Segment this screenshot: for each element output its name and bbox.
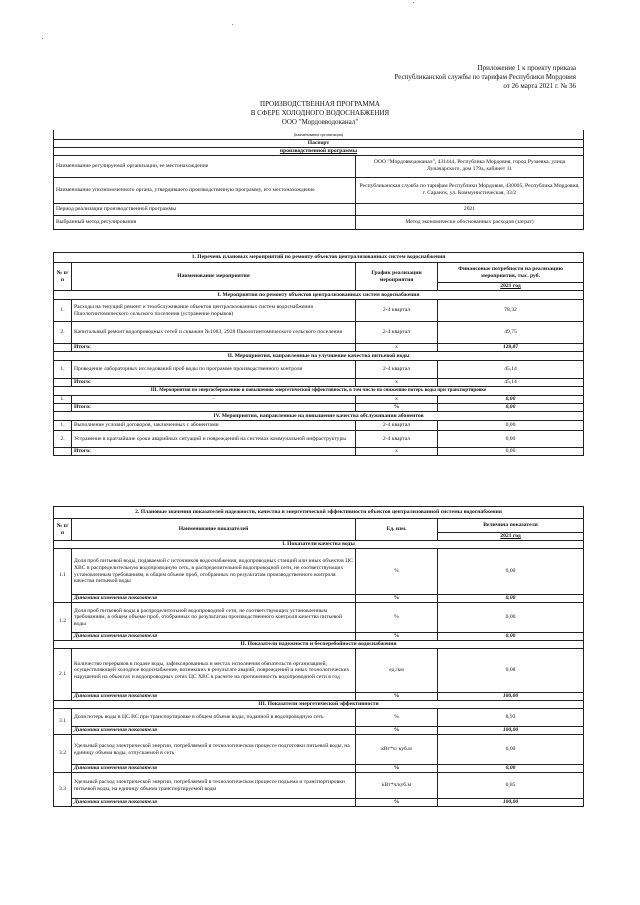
- passport-value: Метод экономически обоснованных расходов (затрат): [356, 215, 584, 229]
- row-value: 8,93: [438, 709, 584, 727]
- row-value: 0,00: [438, 735, 584, 765]
- table-row: [54, 709, 584, 727]
- col-finance-header: Финансовые потребности на реализацию мероприятия, тыс. руб.: [438, 263, 584, 283]
- passport-row: [54, 203, 584, 215]
- appendix-line-2: Республиканской службы по тарифам Республики Мордовия: [394, 73, 576, 81]
- table-row: [54, 300, 584, 322]
- measures-table: [53, 252, 584, 456]
- dynamics-unit: %: [356, 633, 438, 641]
- dynamics-unit: %: [356, 727, 438, 735]
- col-num-header: № п/п: [54, 263, 72, 291]
- col-unit-header: Ед. изм.: [356, 519, 438, 541]
- dynamics-label: Динамика изменения показателя: [72, 765, 356, 773]
- section-2-title: 2. Плановые значения показателей надежности, качества и энергетической эффективности объектов централизованной системы водоснабжения: [54, 507, 584, 519]
- dynamics-unit: %: [356, 799, 438, 807]
- total-value: 0,00: [438, 404, 584, 412]
- row-value: 0,00: [438, 421, 584, 431]
- group-title: I. Мероприятия по ремонту объектов централизованных систем водоснабжения: [54, 291, 584, 300]
- row-name: Доля проб питьевой воды в распределительной водопроводной сети, не соответствующих установленным требованиям, в общем объеме проб, отобранных по результатам производственного контроля качества питьевой воды: [72, 603, 356, 633]
- passport-value: ООО "Мордовводоканал", 431444, Республика Мордовия, город Рузаевка, улица Луначарского, дом 179а, кабинет 11: [356, 155, 584, 177]
- row-name: Расходы на текущий ремонт и техобслуживание объектов централизованных систем водоснабжения Пшолотинтомического сельского поселения (устранение порывов): [72, 300, 356, 322]
- group-title: III. Мероприятия по энергосбережению и повышению энергетической эффективности, в том числе по снижению потерь воды при транспортировке: [54, 387, 584, 396]
- row-name: -: [72, 396, 356, 404]
- row-value: 0,00: [438, 603, 584, 633]
- row-num: 1.: [54, 361, 72, 379]
- row-name: Проведение лабораторных исследований проб воды по программе производственного контроля: [72, 361, 356, 379]
- group-title: IV. Мероприятия, направленные на повышение качества обслуживания абонентов: [54, 412, 584, 421]
- total-row: [54, 448, 584, 456]
- total-row: [54, 379, 584, 387]
- total-label: Итого:: [72, 404, 356, 412]
- table-row: [54, 431, 584, 448]
- table-row: [54, 735, 584, 765]
- row-unit: кВт*ч/ куб.м: [356, 735, 438, 765]
- total-schedule: %: [356, 404, 438, 412]
- row-value: 78,32: [438, 300, 584, 322]
- dynamics-value: 0,00: [438, 595, 584, 603]
- table-row: [54, 773, 584, 799]
- row-num: 2.: [54, 322, 72, 344]
- table-row: [54, 396, 584, 404]
- total-value: 128,07: [438, 344, 584, 352]
- dynamics-label: Динамика изменения показателя: [72, 595, 356, 603]
- table-row: [54, 603, 584, 633]
- row-num: 3.3: [54, 773, 72, 807]
- table-row: [54, 549, 584, 595]
- passport-row: [54, 155, 584, 177]
- document-title: [200, 100, 440, 127]
- dynamics-unit: %: [356, 595, 438, 603]
- table-row: [54, 649, 584, 693]
- passport-row: [54, 215, 584, 229]
- total-label: Итого:: [72, 344, 356, 352]
- dynamics-unit: %: [356, 693, 438, 701]
- row-unit: %: [356, 549, 438, 595]
- row-schedule: 2-4 квартал: [356, 300, 438, 322]
- col-value-header: Величина показателя: [438, 519, 584, 533]
- passport-label: Выбранный метод регулирования: [54, 215, 356, 229]
- total-value: 0,00: [438, 448, 584, 456]
- table-row: [54, 322, 584, 344]
- row-schedule: х: [356, 396, 438, 404]
- row-name: Доля проб питьевой воды, подаваемой с источников водоснабжения, водопроводных станций или иных объектов ЦС ХВС в распределительную водопроводную сеть, в распределительной водопроводной сети, не соответствующих установленным требованиям, в общем объеме проб, отобранных по результатам производственного контроля качества питьевой воды: [72, 549, 356, 595]
- total-schedule: х: [356, 379, 438, 387]
- group-title: II. Мероприятия, направленные на улучшение качества питьевой воды: [54, 352, 584, 361]
- row-value: 0,85: [438, 773, 584, 799]
- dynamics-row: [54, 693, 584, 701]
- passport-header: Паспорт: [54, 139, 584, 147]
- row-num: 1.2: [54, 603, 72, 641]
- row-num: 3.2: [54, 735, 72, 773]
- passport-label: Наименование уполномоченного органа, утвердившего производственную программу, его местонахождение: [54, 177, 356, 203]
- row-unit: ед./км: [356, 649, 438, 693]
- dynamics-row: [54, 595, 584, 603]
- col-name-header: Наименование показателей: [72, 519, 356, 541]
- row-value: 49,75: [438, 322, 584, 344]
- row-unit: кВт*ч/куб.м: [356, 773, 438, 799]
- scan-speck: [232, 24, 233, 25]
- col-year-header: 2021 год: [438, 533, 584, 541]
- appendix-header: [276, 64, 576, 91]
- passport-label: Наименование регулируемой организации, ее местонахождение: [54, 155, 356, 177]
- title-line-2: В СФЕРЕ ХОЛОДНОГО ВОДОСНАБЖЕНИЯ: [250, 109, 390, 117]
- row-name: Удельный расход электрической энергии, потребляемой в технологическом процессе подъема и транспортировки питьевой воды, на единицу объема транспортируемой воды: [72, 773, 356, 799]
- passport-subheader: производственной программы: [54, 147, 584, 155]
- passport-table: [53, 130, 584, 230]
- dynamics-label: Динамика изменения показателя: [72, 799, 356, 807]
- dynamics-row: [54, 765, 584, 773]
- group-title: II. Показатели надежности и бесперебойности водоснабжения: [54, 641, 584, 649]
- total-label: Итого:: [72, 379, 356, 387]
- total-schedule: х: [356, 448, 438, 456]
- row-value: 0,00: [438, 396, 584, 404]
- section-1-title: 1. Перечень плановых мероприятий по ремонту объектов централизованных систем водоснабжения: [54, 253, 584, 263]
- scan-speck: [42, 38, 43, 39]
- col-schedule-header: График реализации мероприятия: [356, 263, 438, 291]
- dynamics-unit: %: [356, 765, 438, 773]
- appendix-line-1: Приложение 1 к проекту приказа: [477, 64, 576, 72]
- appendix-line-3: от 26 марта 2021 г. № 36: [503, 82, 576, 90]
- total-value: 45,14: [438, 379, 584, 387]
- table-row: [54, 421, 584, 431]
- row-schedule: 2-4 квартал: [356, 431, 438, 448]
- dynamics-value: 0,00: [438, 633, 584, 641]
- row-value: 0,08: [438, 649, 584, 693]
- row-value: 45,14: [438, 361, 584, 379]
- group-title: III. Показатели энергетической эффективности: [54, 701, 584, 709]
- row-unit: %: [356, 709, 438, 727]
- dynamics-label: Динамика изменения показателя: [72, 693, 356, 701]
- dynamics-label: Динамика изменения показателя: [72, 727, 356, 735]
- indicators-table: [53, 506, 584, 807]
- total-label: Итого:: [72, 448, 356, 456]
- dynamics-value: 100,00: [438, 693, 584, 701]
- row-value: 0,00: [438, 549, 584, 595]
- dynamics-label: Динамика изменения показателя: [72, 633, 356, 641]
- row-schedule: 2-4 квартал: [356, 421, 438, 431]
- row-num: 1.: [54, 396, 72, 404]
- dynamics-row: [54, 727, 584, 735]
- dynamics-value: 100,00: [438, 727, 584, 735]
- total-row: [54, 344, 584, 352]
- row-num: 2.1: [54, 649, 72, 701]
- row-name: Доля потерь воды в ЦС ВС при транспортировке в общем объеме воды, поданной в водопроводную сеть: [72, 709, 356, 727]
- passport-label: Период реализации производственной программы: [54, 203, 356, 215]
- row-name: Устранение в кратчайшие сроки аварийных ситуаций и повреждений на системах коммунальной инфраструктуры: [72, 431, 356, 448]
- col-year-header: 2021 год: [438, 283, 584, 291]
- title-org: ООО "Мордовводоканал": [281, 118, 359, 126]
- total-row: [54, 404, 584, 412]
- row-num: 1.: [54, 300, 72, 322]
- col-name-header: Наименование мероприятия: [72, 263, 356, 291]
- col-num-header: № п/п: [54, 519, 72, 541]
- passport-value: Республиканская служба по тарифам Республики Мордовия, 430005, Республика Мордовия, г. Саранск, ул. Коммунистическая, 33/2: [356, 177, 584, 203]
- passport-value: 2021: [356, 203, 584, 215]
- row-schedule: 2-4 квартал: [356, 361, 438, 379]
- dynamics-row: [54, 799, 584, 807]
- scan-speck: [413, 2, 414, 3]
- row-value: 0,00: [438, 431, 584, 448]
- row-num: 1.1: [54, 549, 72, 603]
- dynamics-row: [54, 633, 584, 641]
- row-num: 3.1: [54, 709, 72, 735]
- group-title: I. Показатели качества воды: [54, 541, 584, 549]
- passport-caption: (наименование организации): [54, 130, 584, 139]
- row-name: Капитальный ремонт водопроводных сетей и скважин №1083, 2928 Пшолотинтомического сельского поселения: [72, 322, 356, 344]
- title-line-1: ПРОИЗВОДСТВЕННАЯ ПРОГРАММА: [260, 100, 380, 108]
- row-schedule: 2-4 квартал: [356, 322, 438, 344]
- dynamics-value: 0,00: [438, 765, 584, 773]
- passport-row: [54, 177, 584, 203]
- row-name: Количество перерывов в подаче воды, зафиксированных в местах исполнения обязательств организацией, осуществляющей холодное водоснабжение, возникших в результате аварий, повреждений и иных технологических нарушений на объектах и водопроводных сетях ЦС ХВС в расчете на протяженность водопроводной сети в год: [72, 649, 356, 693]
- dynamics-value: 100,00: [438, 799, 584, 807]
- row-num: 2.: [54, 431, 72, 448]
- table-row: [54, 361, 584, 379]
- row-num: 1.: [54, 421, 72, 431]
- row-unit: %: [356, 603, 438, 633]
- total-schedule: х: [356, 344, 438, 352]
- row-name: Удельный расход электрической энергии, потребляемой в технологическом процессе подготовки питьевой воды, на единицу объема воды, отпускаемой в сеть: [72, 735, 356, 765]
- row-name: Выполнение условий договоров, заключенных с абонентами: [72, 421, 356, 431]
